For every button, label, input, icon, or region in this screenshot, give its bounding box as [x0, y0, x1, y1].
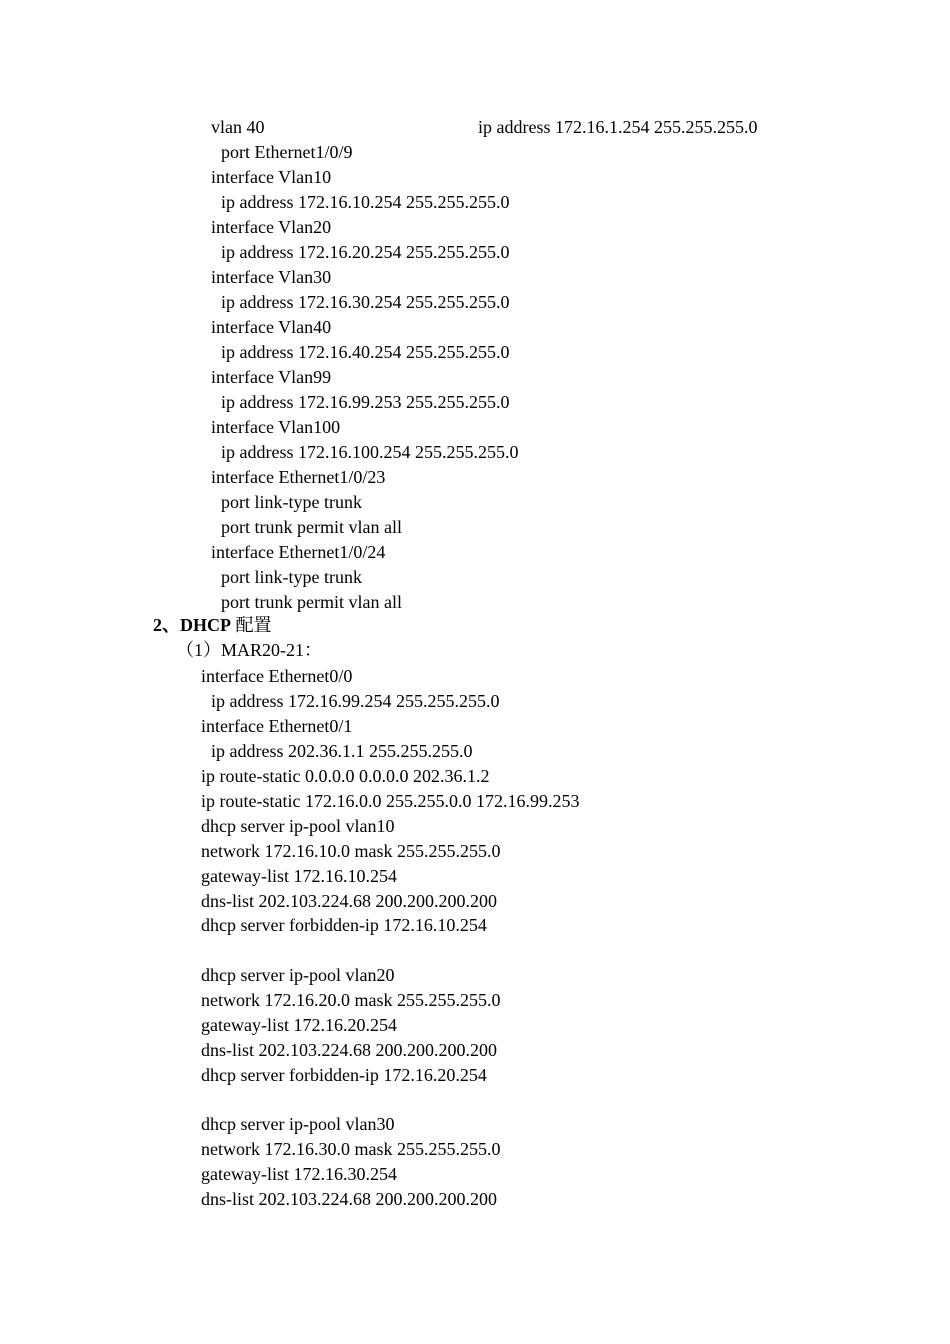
section-title-cjk: 配置	[231, 615, 272, 635]
config-line-vlan40: vlan 40	[211, 117, 265, 137]
config-line-if-vlan30: interface Vlan30	[211, 267, 332, 287]
config-line-ip-eth00: ip address 172.16.99.254 255.255.255.0	[211, 691, 500, 711]
config-line-route-internal: ip route-static 172.16.0.0 255.255.0.0 172.16.99.253	[201, 791, 580, 811]
config-line-if-eth24: interface Ethernet1/0/24	[211, 542, 386, 562]
config-line-ip-vlan40: ip address 172.16.40.254 255.255.255.0	[221, 342, 510, 362]
config-line-eth24-permit: port trunk permit vlan all	[221, 592, 402, 612]
config-line-if-vlan100: interface Vlan100	[211, 417, 341, 437]
config-line-pool10: dhcp server ip-pool vlan10	[201, 816, 395, 836]
config-line-ip-vlan30: ip address 172.16.30.254 255.255.255.0	[221, 292, 510, 312]
config-line-net30: network 172.16.30.0 mask 255.255.255.0	[201, 1139, 501, 1159]
config-line-ip-vlan20: ip address 172.16.20.254 255.255.255.0	[221, 242, 510, 262]
config-line-dns20: dns-list 202.103.224.68 200.200.200.200	[201, 1040, 498, 1060]
config-line-ip-vlan100: ip address 172.16.100.254 255.255.255.0	[221, 442, 519, 462]
config-line-if-vlan20: interface Vlan20	[211, 217, 332, 237]
config-line-gw10: gateway-list 172.16.10.254	[201, 866, 397, 886]
config-line-route-default: ip route-static 0.0.0.0 0.0.0.0 202.36.1.2	[201, 766, 490, 786]
config-line-vlan1-ip: ip address 172.16.1.254 255.255.255.0	[478, 117, 758, 137]
section-heading-dhcp	[153, 615, 272, 635]
config-line-dns10: dns-list 202.103.224.68 200.200.200.200	[201, 891, 498, 911]
config-line-gw30: gateway-list 172.16.30.254	[201, 1164, 397, 1184]
config-line-ip-vlan10: ip address 172.16.10.254 255.255.255.0	[221, 192, 510, 212]
section-number: 2、	[153, 615, 180, 635]
config-line-eth24-linktype: port link-type trunk	[221, 567, 362, 587]
config-line-pool30: dhcp server ip-pool vlan30	[201, 1114, 395, 1134]
config-line-if-vlan10: interface Vlan10	[211, 167, 332, 187]
config-line-if-eth01: interface Ethernet0/1	[201, 716, 353, 736]
config-line-eth23-permit: port trunk permit vlan all	[221, 517, 402, 537]
config-line-port-eth9: port Ethernet1/0/9	[221, 142, 353, 162]
config-line-pool20: dhcp server ip-pool vlan20	[201, 965, 395, 985]
config-line-gw20: gateway-list 172.16.20.254	[201, 1015, 397, 1035]
config-line-net10: network 172.16.10.0 mask 255.255.255.0	[201, 841, 501, 861]
config-line-ip-vlan99: ip address 172.16.99.253 255.255.255.0	[221, 392, 510, 412]
subsection-heading-mar20: （1）MAR20-21：	[176, 640, 323, 660]
config-line-if-vlan40: interface Vlan40	[211, 317, 332, 337]
config-line-forbid20: dhcp server forbidden-ip 172.16.20.254	[201, 1065, 487, 1085]
config-line-if-eth23: interface Ethernet1/0/23	[211, 467, 386, 487]
section-title-latin: DHCP	[180, 615, 231, 635]
config-line-net20: network 172.16.20.0 mask 255.255.255.0	[201, 990, 501, 1010]
config-line-if-vlan99: interface Vlan99	[211, 367, 332, 387]
config-line-eth23-linktype: port link-type trunk	[221, 492, 362, 512]
config-line-dns30: dns-list 202.103.224.68 200.200.200.200	[201, 1189, 498, 1209]
config-line-if-eth00: interface Ethernet0/0	[201, 666, 353, 686]
config-line-forbid10: dhcp server forbidden-ip 172.16.10.254	[201, 915, 487, 935]
config-line-ip-eth01: ip address 202.36.1.1 255.255.255.0	[211, 741, 473, 761]
